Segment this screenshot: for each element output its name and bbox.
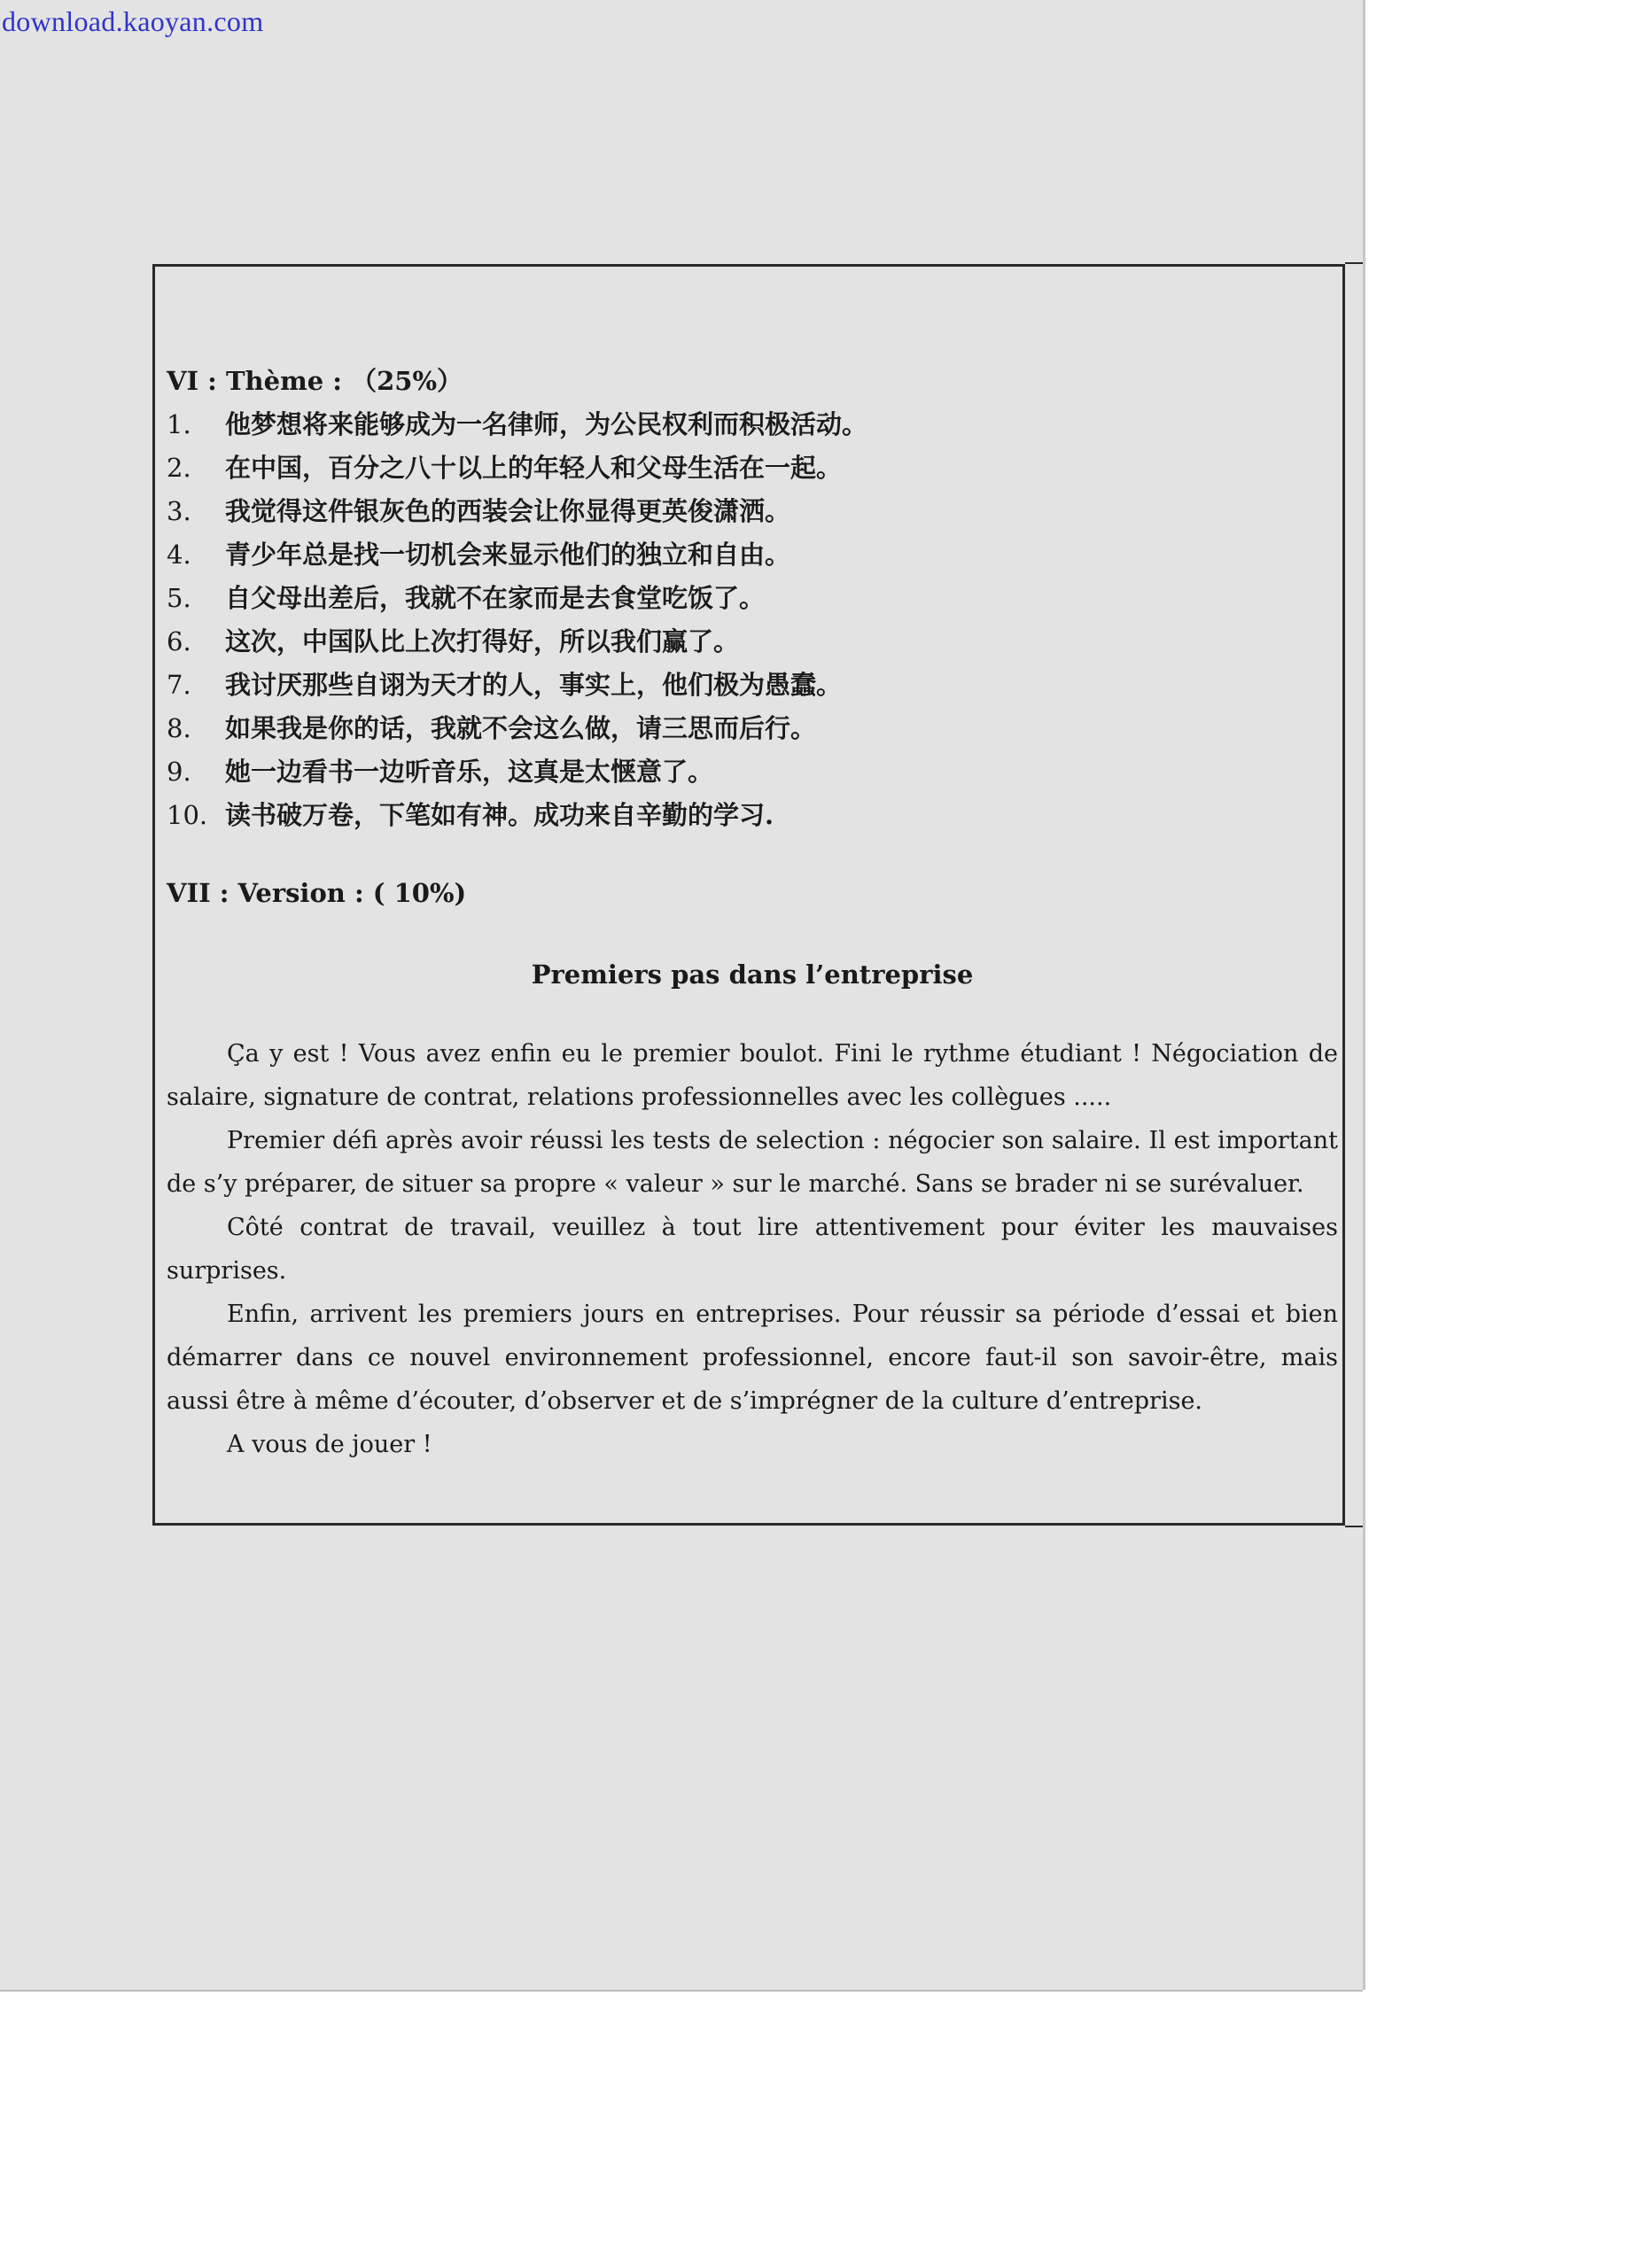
theme-sentence-text: 自父母出差后，我就不在家而是去食堂吃饭了。 xyxy=(225,583,766,613)
section-vii-heading: VII : Version : ( 10%) xyxy=(167,878,467,908)
theme-sentence-number: 6. xyxy=(167,626,191,656)
theme-sentence xyxy=(167,794,1338,837)
theme-sentence-number: 1. xyxy=(167,409,191,439)
exam-frame-margin-rule xyxy=(1345,262,1363,1527)
passage-paragraph: Ça y est ! Vous avez enfin eu le premier boulot. Fini le rythme étudiant ! Négociation de salaire, signature de contrat, relations professionnelles avec les collègues ..... xyxy=(167,1040,1338,1111)
theme-sentence xyxy=(167,403,1338,447)
watermark-text: download.kaoyan.com xyxy=(2,5,264,37)
theme-sentence-number: 3. xyxy=(167,496,191,526)
theme-sentence-list xyxy=(167,403,1338,837)
theme-sentence-text: 如果我是你的话，我就不会这么做，请三思而后行。 xyxy=(225,713,817,743)
passage-paragraph: Enfin, arrivent les premiers jours en entreprises. Pour réussir sa période d’essai et bien démarrer dans ce nouvel environnement professionnel, encore faut-il son savoir-être, mais aussi être à même d’écouter, d’observer et de s’imprégner de la culture d’entreprise. xyxy=(167,1301,1338,1415)
theme-sentence-number: 4. xyxy=(167,540,191,570)
theme-sentence-number: 5. xyxy=(167,583,191,613)
theme-sentence-number: 7. xyxy=(167,670,191,700)
exam-content xyxy=(167,359,1338,1466)
passage-paragraph: Premier défi après avoir réussi les tests de selection : négocier son salaire. Il est important de s’y préparer, de situer sa propre « valeur » sur le marché. Sans se brader ni se surévaluer. xyxy=(167,1127,1338,1198)
theme-sentence-number: 9. xyxy=(167,757,191,787)
theme-sentence-text: 在中国，百分之八十以上的年轻人和父母生活在一起。 xyxy=(225,453,843,483)
theme-sentence xyxy=(167,533,1338,577)
theme-sentence-number: 10. xyxy=(167,800,208,830)
theme-sentence xyxy=(167,490,1338,533)
theme-sentence-text: 我讨厌那些自诩为天才的人，事实上，他们极为愚蠢。 xyxy=(225,670,843,700)
theme-sentence-text: 青少年总是找一切机会来显示他们的独立和自由。 xyxy=(225,540,791,570)
theme-sentence-text: 他梦想将来能够成为一名律师，为公民权利而积极活动。 xyxy=(225,409,868,439)
theme-sentence-text: 这次，中国队比上次打得好，所以我们赢了。 xyxy=(225,626,740,656)
passage-title: Premiers pas dans l’entreprise xyxy=(531,959,974,990)
theme-sentence xyxy=(167,664,1338,707)
theme-sentence xyxy=(167,620,1338,664)
passage-paragraph: A vous de jouer ! xyxy=(227,1431,432,1458)
passage-paragraph: Côté contrat de travail, veuillez à tout lire attentivement pour éviter les mauvaises surprises. xyxy=(167,1214,1338,1285)
theme-sentence xyxy=(167,750,1338,794)
theme-sentence-text: 她一边看书一边听音乐，这真是太惬意了。 xyxy=(225,757,714,787)
page-edge-shadow xyxy=(1363,0,1365,1990)
theme-sentence-number: 2. xyxy=(167,453,191,483)
theme-sentence-text: 读书破万卷，下笔如有神。成功来自辛勤的学习. xyxy=(225,800,774,830)
theme-sentence-number: 8. xyxy=(167,713,191,743)
theme-sentence xyxy=(167,707,1338,750)
section-vi-heading: VI : Thème : （25%） xyxy=(167,366,463,396)
theme-sentence-text: 我觉得这件银灰色的西装会让你显得更英俊潇洒。 xyxy=(225,496,791,526)
theme-sentence xyxy=(167,577,1338,620)
theme-sentence xyxy=(167,447,1338,490)
